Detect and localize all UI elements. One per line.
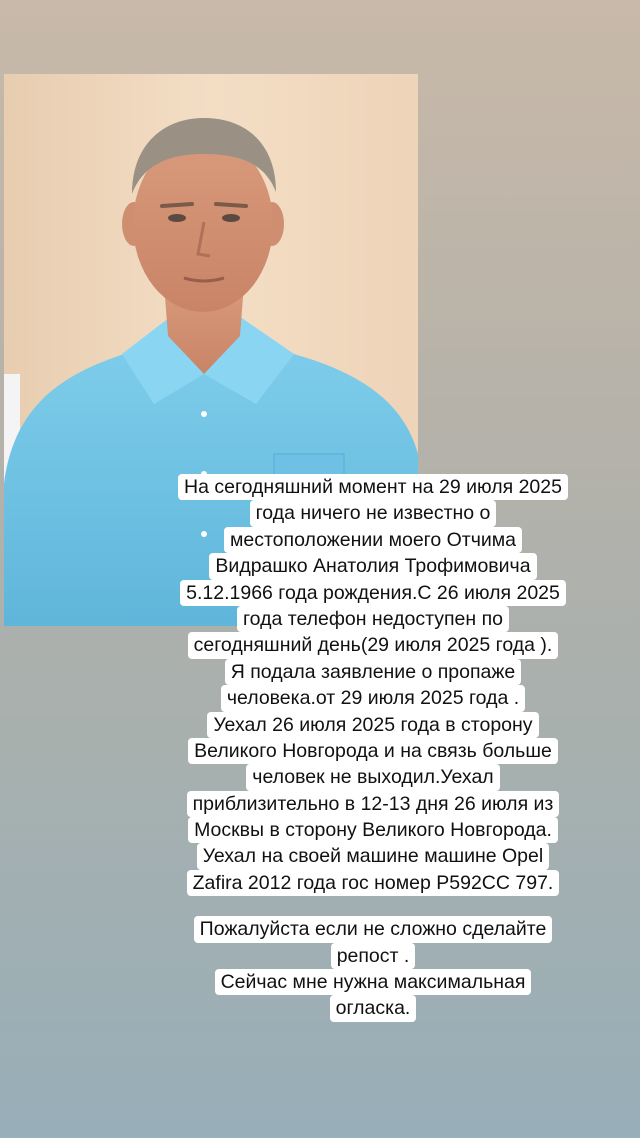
caption-spacer	[150, 896, 596, 916]
caption-line: местоположении моего Отчима	[150, 527, 596, 553]
caption-line: человек не выходил.Уехал	[150, 764, 596, 790]
caption-line: Москвы в сторону Великого Новгорода.	[150, 817, 596, 843]
caption-line: Zafira 2012 года гос номер Р592СС 797.	[150, 870, 596, 896]
caption-line: Видрашко Анатолия Трофимовича	[150, 553, 596, 579]
caption-line: приблизительно в 12-13 дня 26 июля из	[150, 791, 596, 817]
caption-line: года телефон недоступен по	[150, 606, 596, 632]
caption-line: Уехал 26 июля 2025 года в сторону	[150, 712, 596, 738]
caption-line: Великого Новгорода и на связь больше	[150, 738, 596, 764]
story-caption	[150, 474, 596, 1022]
caption-line: На сегодняшний момент на 29 июля 2025	[150, 474, 596, 500]
caption-line: человека.от 29 июля 2025 года .	[150, 685, 596, 711]
caption-line: года ничего не известно о	[150, 500, 596, 526]
caption-line: 5.12.1966 года рождения.С 26 июля 2025	[150, 580, 596, 606]
caption-line: Я подала заявление о пропаже	[150, 659, 596, 685]
caption-line: Пожалуйста если не сложно сделайте	[150, 916, 596, 942]
caption-line: Сейчас мне нужна максимальная	[150, 969, 596, 995]
caption-line: сегодняшний день(29 июля 2025 года ).	[150, 632, 596, 658]
caption-line: Уехал на своей машине машине Opel	[150, 843, 596, 869]
caption-line: репост .	[150, 943, 596, 969]
caption-line: огласка.	[150, 995, 596, 1021]
